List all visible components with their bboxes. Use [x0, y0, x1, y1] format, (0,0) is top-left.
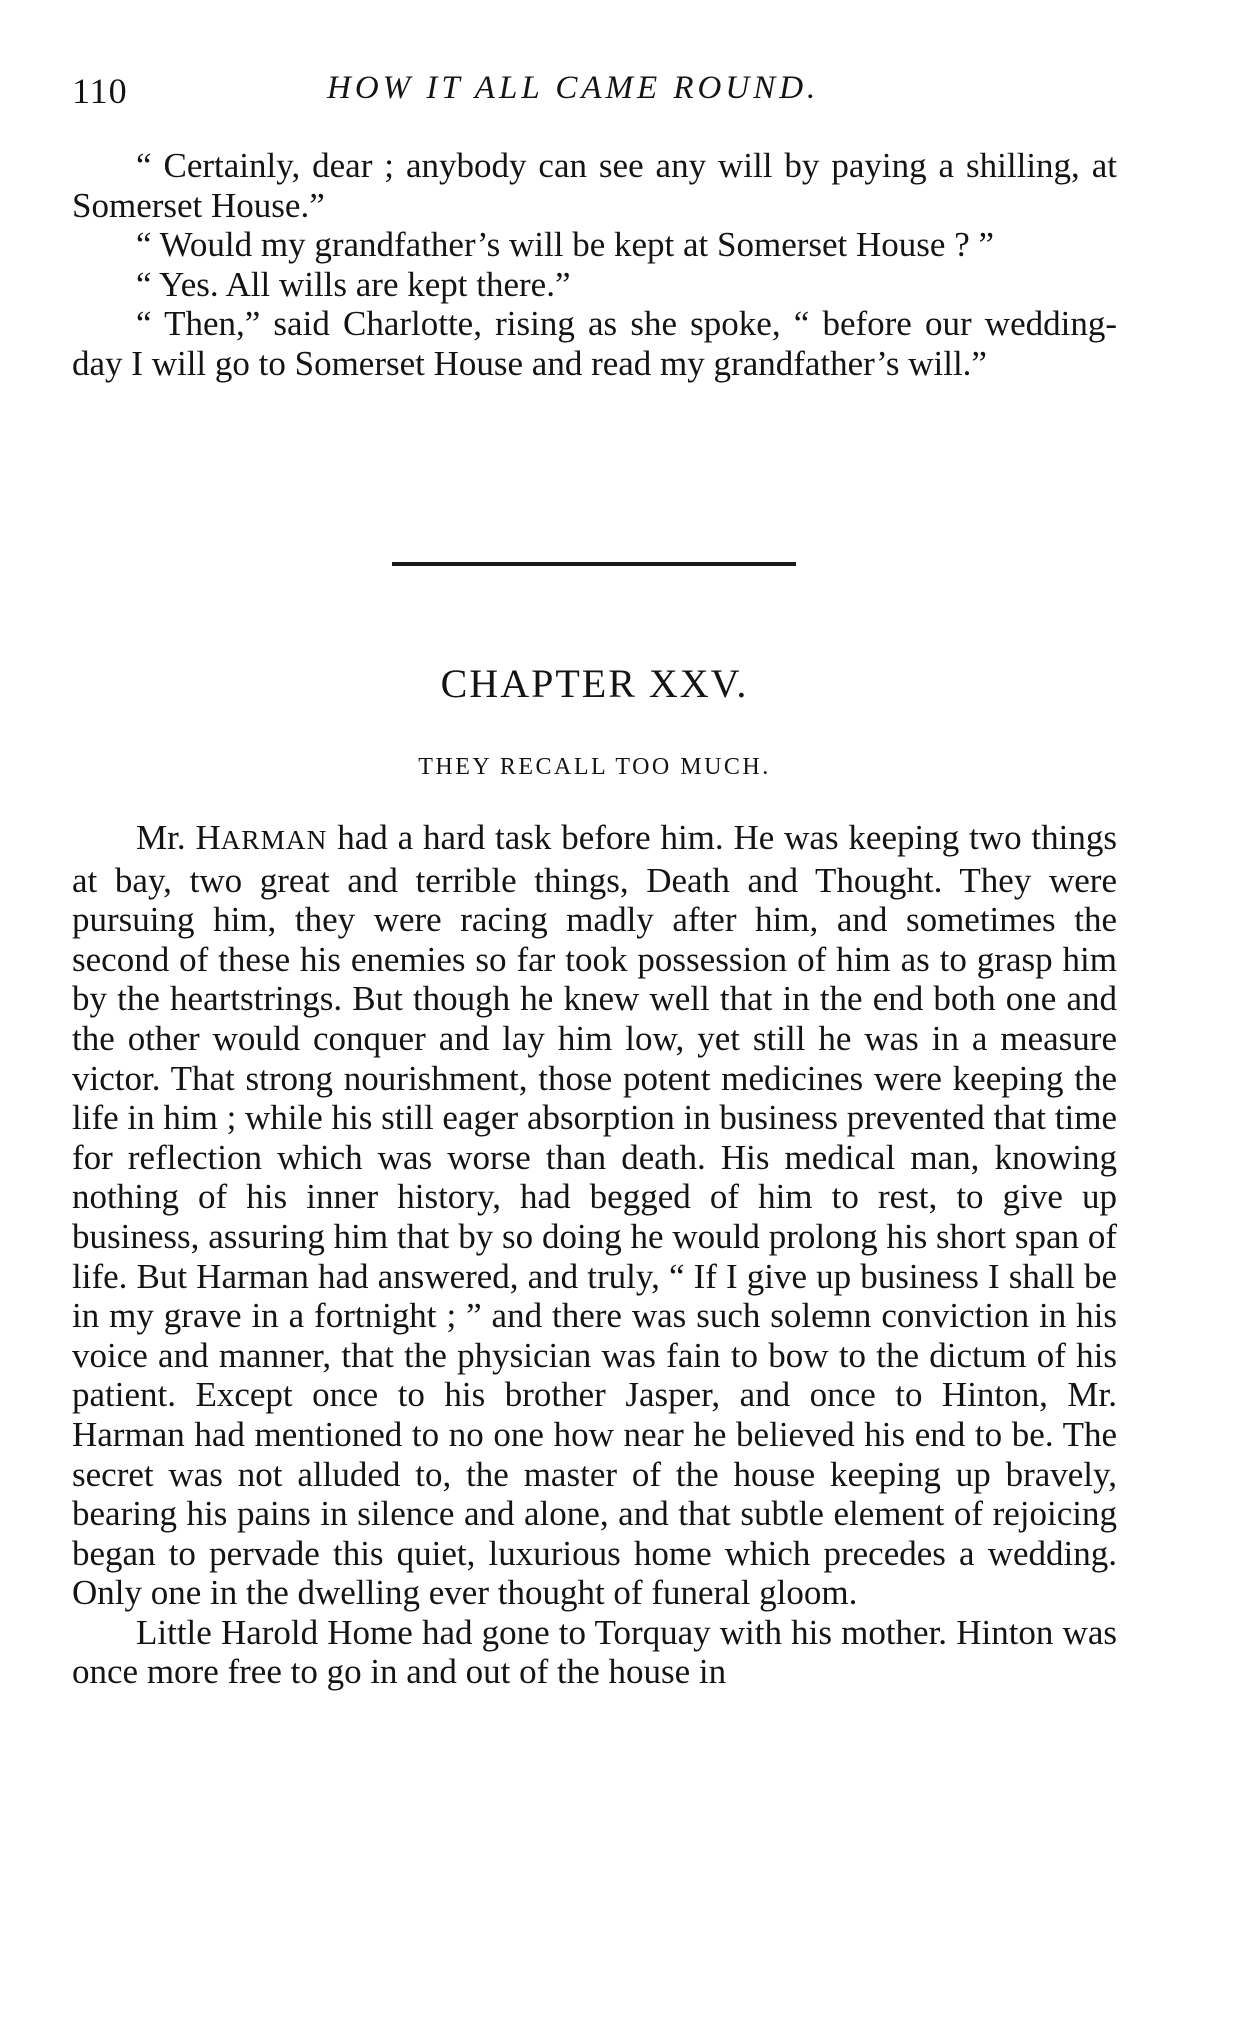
lead-name-smallcaps: ARMAN	[220, 825, 328, 855]
chapter-title: CHAPTER XXV.	[440, 661, 749, 706]
running-head	[72, 70, 1117, 110]
running-title: HOW IT ALL CAME ROUND.	[327, 70, 820, 106]
section-divider	[392, 562, 796, 566]
body-paragraph: Little Harold Home had gone to Torquay with his mother. Hinton was once more free to go in and out of the house in	[72, 1612, 1117, 1692]
paragraph-text: had a hard task before him. He was keeping two things at bay, two great and terrible things, Death and Thought. They were pursuing him, they were racing madly after him, and sometimes the second of these his enemies so far took possession of him as to grasp him by the heartstrings. But though he knew well that in the end both one and the other would conquer and lay him low, yet still he was in a measure victor. That strong nourishment, those potent medicines were keeping the life in him ; while his still eager absorption in business prevented that time for reflection which was worse than death. His medical man, knowing nothing of his inner history, had begged of him to rest, to give up business, assuring him that by so doing he would prolong his short span of life. But Harman had answered, and truly, “ If I give up business I shall be in my grave in a fortnight ; ” and there was such solemn conviction in his voice and manner, that the physician was fain to bow to the dictum of his patient. Except once to his brother Jasper, and once to Hinton, Mr. Harman had mentioned to no one how near he believed his end to be. The secret was not alluded to, the master of the house keeping up bravely, bearing his pains in silence and alone, and that subtle element of rejoicing began to pervade this quiet, luxurious home which precedes a wedding. Only one in the dwelling ever thought of funeral gloom.	[72, 818, 1117, 1613]
chapter-subtitle: THEY RECALL TOO MUCH.	[418, 754, 771, 780]
dialogue-block	[72, 146, 1117, 384]
dialogue-paragraph: “ Would my grandfather’s will be kept at Somerset House ? ”	[136, 225, 995, 265]
dialogue-paragraph: “ Yes. All wills are kept there.”	[136, 264, 571, 304]
lead-name-initial: Mr. H	[136, 818, 221, 857]
book-page	[72, 0, 1117, 2030]
chapter-body	[72, 818, 1117, 1692]
page-number: 110	[72, 71, 128, 111]
body-paragraph	[72, 818, 1117, 1613]
dialogue-paragraph: “ Then,” said Charlotte, rising as she spoke, “ before our wedding-day I will go to Somerset House and read my grandfather’s will.”	[72, 304, 1117, 383]
dialogue-paragraph: “ Certainly, dear ; anybody can see any will by paying a shilling, at Somerset House.”	[72, 146, 1117, 225]
